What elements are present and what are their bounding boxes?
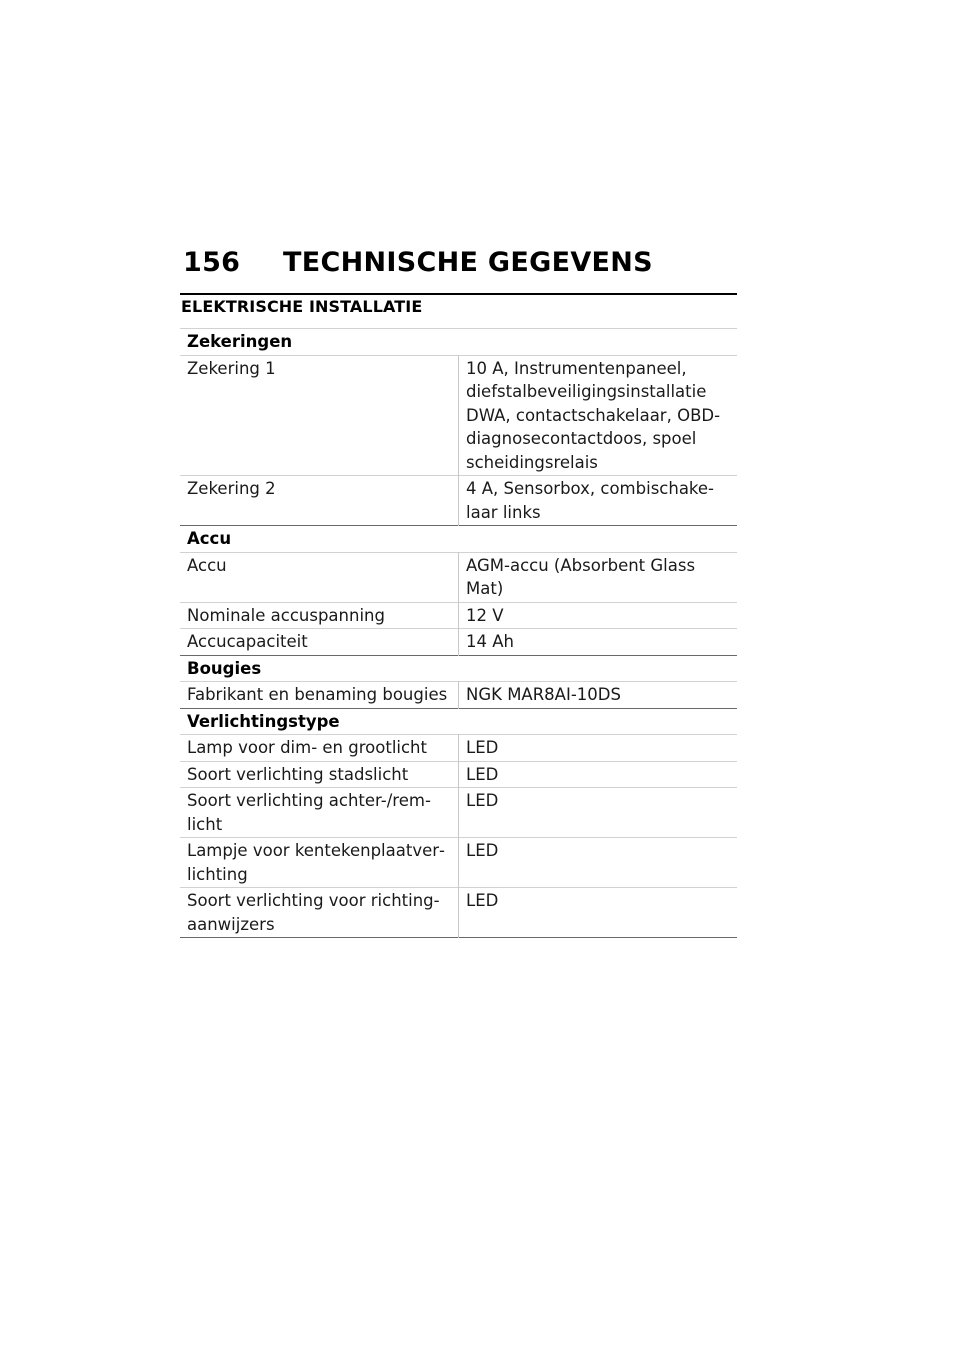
table-row xyxy=(180,788,737,838)
spec-value: LED xyxy=(466,791,499,810)
table-row xyxy=(180,602,737,629)
spec-label: Accu xyxy=(180,552,459,602)
table-row xyxy=(180,888,737,938)
spec-value: AGM-accu (Absorbent Glass Mat) xyxy=(466,555,696,598)
spec-label: Soort verlichting voor richtingaanwijzers xyxy=(180,888,459,938)
spec-label: Nominale accuspanning xyxy=(180,602,459,629)
spec-value: 14 Ah xyxy=(466,632,514,651)
section-rule xyxy=(180,293,737,295)
table-row xyxy=(180,552,737,602)
spec-label: Fabrikant en benaming bougies xyxy=(180,682,459,709)
spec-label: Zekering 1 xyxy=(180,355,459,476)
group-title: Bougies xyxy=(187,658,262,678)
spec-label: Lampje voor kentekenplaatverlichting xyxy=(180,838,459,888)
group-title: Accu xyxy=(187,529,232,548)
section-title: ELEKTRISCHE INSTALLATIE xyxy=(181,297,423,316)
chapter-title: TECHNISCHE GEGEVENS xyxy=(283,246,653,278)
spec-value: 10 A, Instrumentenpaneel, diefstalbeveiligingsinstallatie DWA, contactschakelaar, OBD-diagnosecontactdoos, spoel scheidingsrelais xyxy=(466,358,721,472)
group-header-bougies xyxy=(180,655,737,682)
group-title: Verlichtingstype xyxy=(187,711,340,731)
table-row xyxy=(180,761,737,788)
spec-value: 4 A, Sensorbox, combischakelaar links xyxy=(466,479,715,522)
table-row xyxy=(180,476,737,526)
spec-value: LED xyxy=(466,841,499,860)
spec-label: Accucapaciteit xyxy=(180,629,459,656)
table-row xyxy=(180,355,737,476)
page-number: 156 xyxy=(183,246,241,278)
page-header xyxy=(183,244,736,280)
spec-label: Zekering 2 xyxy=(180,476,459,526)
spec-table xyxy=(180,328,737,938)
spec-value: LED xyxy=(466,891,499,910)
spec-value: LED xyxy=(466,764,499,784)
spec-label: Soort verlichting stadslicht xyxy=(180,761,459,788)
spec-value: 12 V xyxy=(466,605,504,625)
group-header-zekeringen xyxy=(180,329,737,356)
spec-label: Soort verlichting achter-/remlicht xyxy=(180,788,459,838)
spec-value: NGK MAR8AI-10DS xyxy=(466,685,621,704)
table-row xyxy=(180,629,737,656)
group-title: Zekeringen xyxy=(187,332,293,351)
spec-label: Lamp voor dim- en grootlicht xyxy=(180,735,459,762)
spec-value: LED xyxy=(466,738,499,757)
table-row xyxy=(180,838,737,888)
table-row xyxy=(180,735,737,762)
table-row xyxy=(180,682,737,709)
group-header-accu xyxy=(180,526,737,553)
group-header-verlichtingstype xyxy=(180,708,737,735)
